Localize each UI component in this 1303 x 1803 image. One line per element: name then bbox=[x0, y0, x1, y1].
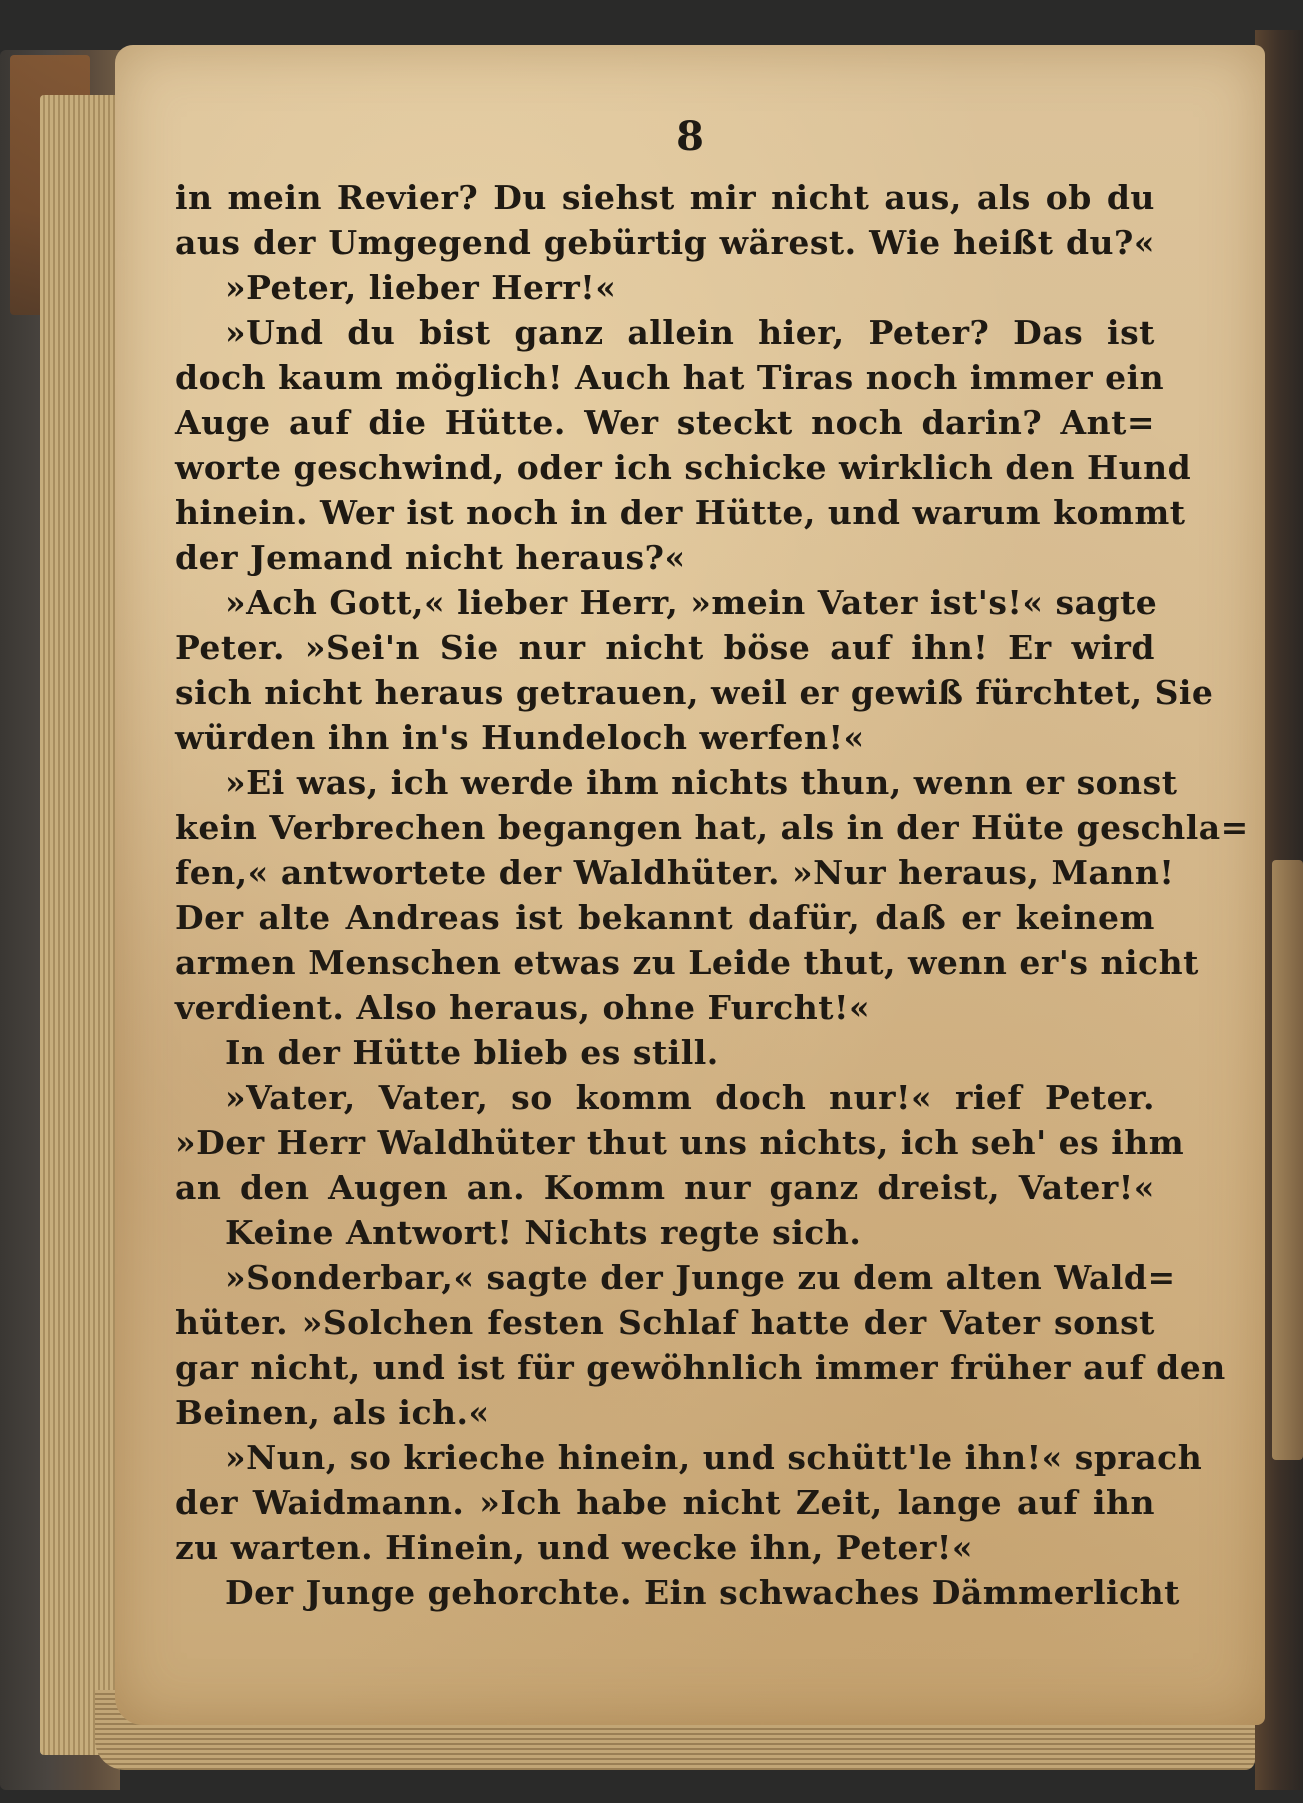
text-line: »Vater, Vater, so komm doch nur!« rief Peter. bbox=[225, 1078, 1155, 1117]
text-line: armen Menschen etwas zu Leide thut, wenn er's nicht bbox=[175, 943, 1199, 982]
text-line: Keine Antwort! Nichts regte sich. bbox=[225, 1213, 862, 1252]
text-line: gar nicht, und ist für gewöhnlich immer früher auf den bbox=[175, 1348, 1226, 1387]
text-line: zu warten. Hinein, und wecke ihn, Peter!« bbox=[175, 1528, 973, 1567]
text-line: Der Junge gehorchte. Ein schwaches Dämmerlicht bbox=[225, 1573, 1180, 1612]
text-line: Der alte Andreas ist bekannt dafür, daß er keinem bbox=[175, 898, 1155, 937]
text-line: In der Hütte blieb es still. bbox=[225, 1033, 719, 1072]
text-line: an den Augen an. Komm nur ganz dreist, Vater!« bbox=[175, 1168, 1155, 1207]
text-line: sich nicht heraus getrauen, weil er gewiß fürchtet, Sie bbox=[175, 673, 1214, 712]
text-line: hüter. »Solchen festen Schlaf hatte der Vater sonst bbox=[175, 1303, 1155, 1342]
text-line: der Jemand nicht heraus?« bbox=[175, 538, 686, 577]
text-line: doch kaum möglich! Auch hat Tiras noch immer ein bbox=[175, 358, 1165, 397]
book-page-edge-right bbox=[1272, 860, 1303, 1460]
text-line: Beinen, als ich.« bbox=[175, 1393, 490, 1432]
text-line: »Sonderbar,« sagte der Junge zu dem alten Wald= bbox=[225, 1258, 1176, 1297]
page-text bbox=[175, 175, 1249, 1615]
text-line: Auge auf die Hütte. Wer steckt noch darin? Ant= bbox=[175, 403, 1155, 442]
text-line: Peter. »Sei'n Sie nur nicht böse auf ihn! Er wird bbox=[175, 628, 1155, 667]
text-line: in mein Revier? Du siehst mir nicht aus, als ob du bbox=[175, 178, 1155, 217]
text-line: »Ei was, ich werde ihm nichts thun, wenn er sonst bbox=[225, 763, 1178, 802]
text-line: »Und du bist ganz allein hier, Peter? Das ist bbox=[225, 313, 1155, 352]
text-line: »Der Herr Waldhüter thut uns nichts, ich seh' es ihm bbox=[175, 1123, 1185, 1162]
page-number: 8 bbox=[676, 113, 704, 160]
text-line: hinein. Wer ist noch in der Hütte, und warum kommt bbox=[175, 493, 1186, 532]
text-line: »Peter, lieber Herr!« bbox=[225, 268, 617, 307]
book-page bbox=[115, 45, 1265, 1725]
text-line: worte geschwind, oder ich schicke wirklich den Hund bbox=[175, 448, 1192, 487]
text-line: »Ach Gott,« lieber Herr, »mein Vater ist's!« sagte bbox=[225, 583, 1158, 622]
text-line: fen,« antwortete der Waldhüter. »Nur heraus, Mann! bbox=[175, 853, 1175, 892]
text-line: kein Verbrechen begangen hat, als in der Hüte geschla= bbox=[175, 808, 1249, 847]
text-line: der Waidmann. »Ich habe nicht Zeit, lange auf ihn bbox=[175, 1483, 1155, 1522]
text-line: würden ihn in's Hundeloch werfen!« bbox=[175, 718, 865, 757]
text-line: »Nun, so krieche hinein, und schütt'le ihn!« sprach bbox=[225, 1438, 1203, 1477]
text-line: aus der Umgegend gebürtig wärest. Wie heißt du?« bbox=[175, 223, 1155, 262]
text-line: verdient. Also heraus, ohne Furcht!« bbox=[175, 988, 871, 1027]
